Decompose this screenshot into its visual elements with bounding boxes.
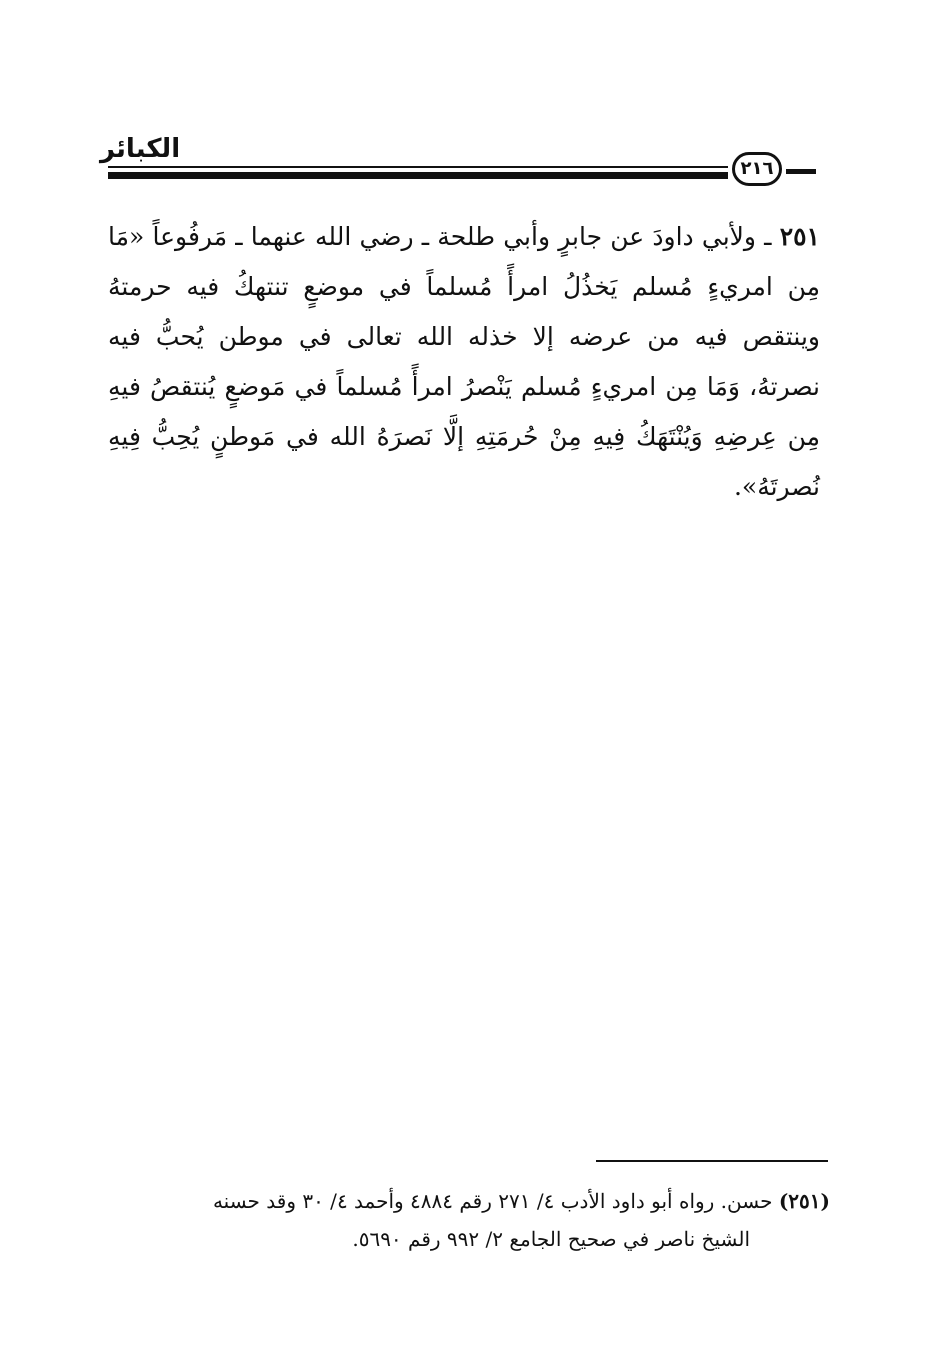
page-number: ٢١٦ <box>732 152 782 186</box>
footnote-line-2: الشيخ ناصر في صحيح الجامع ٢/ ٩٩٢ رقم ٥٦٩٠. <box>352 1227 750 1251</box>
footnote <box>120 1182 830 1258</box>
header-rule-short <box>786 169 816 174</box>
footnote-divider <box>596 1160 828 1162</box>
hadith-paragraph <box>108 212 820 512</box>
footnote-text-1: حسن. رواه أبو داود الأدب ٤/ ٢٧١ رقم ٤٨٨٤ وأحمد ٤/ ٣٠ وقد حسنه <box>212 1189 773 1213</box>
hadith-number: ٢٥١ <box>779 222 820 251</box>
hadith-text: ـ ولأبي داودَ عن جابرٍ وأبي طلحة ـ رضي الله عنهما ـ مَرفُوعاً «مَا مِن امريءٍ مُسلم يَخذُلُ امرأً مُسلماً في موضعٍ تنتهكُ فيه حرمتهُ وينتقص فيه من عرضه إلا خذله الله تعالى في موطن يُحبُّ فيه نصرتهُ، وَمَا مِن امريءٍ مُسلم يَنْصرُ امرأً مُسلماً في مَوضعٍ يُنتقصُ فيهِ مِن عِرضِهِ وَيُنْتَهَكُ فِيهِ مِنْ حُرمَتِهِ إلَّا نَصرَهُ الله في مَوطنٍ يُحِبُّ فِيهِ نُصرتَهُ». <box>108 222 820 501</box>
header-rule-thick <box>108 172 728 179</box>
running-title: الكبائر <box>100 134 181 164</box>
footnote-number: (٢٥١) <box>778 1189 830 1213</box>
header-rule-thin <box>108 166 728 168</box>
footnote-line-1 <box>120 1182 830 1220</box>
